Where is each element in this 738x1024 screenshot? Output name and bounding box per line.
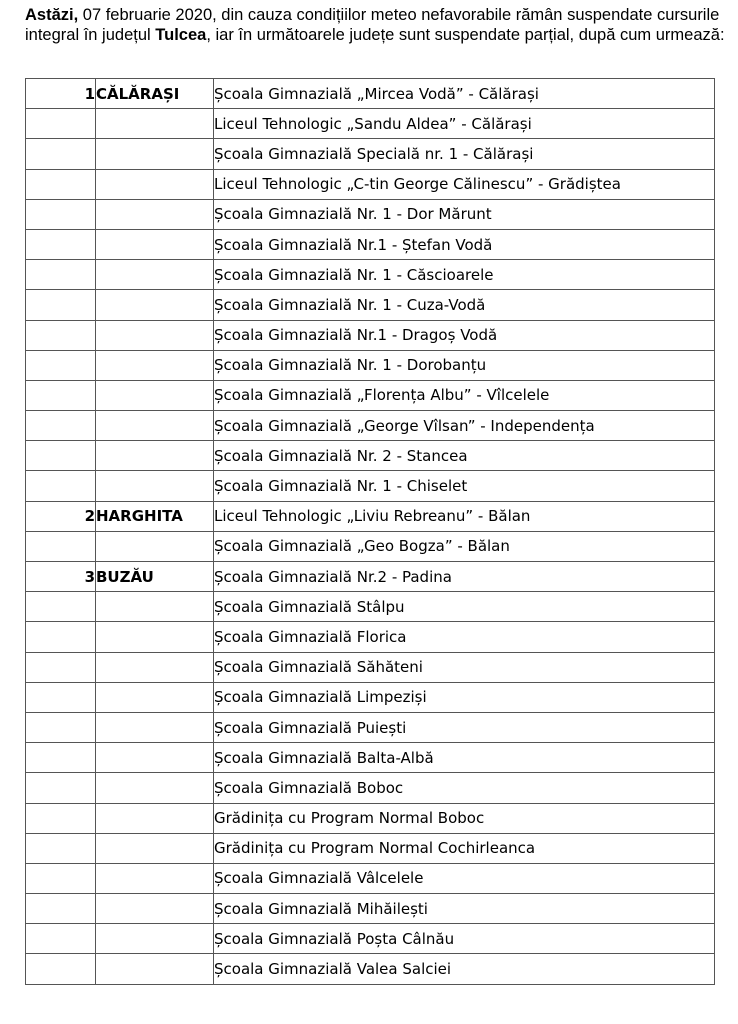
county-name xyxy=(96,229,214,259)
table-row xyxy=(26,350,715,380)
table-row xyxy=(26,803,715,833)
table-row xyxy=(26,592,715,622)
school-name: Școala Gimnazială „Mircea Vodă” - Călărași xyxy=(214,79,715,109)
table-row xyxy=(26,411,715,441)
school-name: Școala Gimnazială „George Vîlsan” - Independența xyxy=(214,411,715,441)
row-number xyxy=(26,229,96,259)
school-name: Școala Gimnazială Balta-Albă xyxy=(214,743,715,773)
county-name xyxy=(96,833,214,863)
school-name: Școala Gimnazială Nr.2 - Padina xyxy=(214,562,715,592)
row-number xyxy=(26,863,96,893)
county-name xyxy=(96,380,214,410)
county-name xyxy=(96,441,214,471)
county-name xyxy=(96,531,214,561)
school-name: Liceul Tehnologic „C-tin George Călinescu” - Grădiștea xyxy=(214,169,715,199)
county-name xyxy=(96,471,214,501)
county-name xyxy=(96,411,214,441)
table-row xyxy=(26,169,715,199)
county-name xyxy=(96,803,214,833)
county-name xyxy=(96,260,214,290)
county-name: CĂLĂRAȘI xyxy=(96,79,214,109)
table-row xyxy=(26,260,715,290)
county-name xyxy=(96,169,214,199)
row-number xyxy=(26,592,96,622)
row-number xyxy=(26,833,96,863)
table-row xyxy=(26,320,715,350)
county-name xyxy=(96,290,214,320)
table-row xyxy=(26,139,715,169)
school-name: Școala Gimnazială Vâlcelele xyxy=(214,863,715,893)
county-name xyxy=(96,652,214,682)
school-name: Școala Gimnazială Săhăteni xyxy=(214,652,715,682)
school-name: Școala Gimnazială Florica xyxy=(214,622,715,652)
table-row xyxy=(26,863,715,893)
table-row xyxy=(26,682,715,712)
table-row xyxy=(26,773,715,803)
table-row xyxy=(26,924,715,954)
county-name xyxy=(96,954,214,984)
table-row xyxy=(26,501,715,531)
county-name: BUZĂU xyxy=(96,562,214,592)
table-row xyxy=(26,652,715,682)
row-number xyxy=(26,531,96,561)
table-row xyxy=(26,79,715,109)
county-name xyxy=(96,320,214,350)
school-name: Școala Gimnazială Mihăilești xyxy=(214,894,715,924)
row-number xyxy=(26,441,96,471)
row-number: 3 xyxy=(26,562,96,592)
school-name: Școala Gimnazială Nr. 1 - Cuza-Vodă xyxy=(214,290,715,320)
intro-text-part-1: 07 februarie 2020, din cauza condițiilor meteo nefavorabile rămân suspendate cursurile integral în județul xyxy=(25,6,720,44)
table-row xyxy=(26,441,715,471)
county-name xyxy=(96,924,214,954)
table-row xyxy=(26,471,715,501)
row-number xyxy=(26,139,96,169)
school-name: Școala Gimnazială Limpeziși xyxy=(214,682,715,712)
intro-county-tulcea: Tulcea xyxy=(155,26,207,44)
table-row xyxy=(26,622,715,652)
school-name: Școala Gimnazială Stâlpu xyxy=(214,592,715,622)
row-number xyxy=(26,169,96,199)
school-name: Școala Gimnazială Poșta Câlnău xyxy=(214,924,715,954)
row-number xyxy=(26,622,96,652)
row-number xyxy=(26,380,96,410)
school-name: Școala Gimnazială „Geo Bogza” - Bălan xyxy=(214,531,715,561)
table-row xyxy=(26,380,715,410)
intro-paragraph xyxy=(25,5,725,45)
school-name: Școala Gimnazială Nr. 1 - Dor Mărunt xyxy=(214,199,715,229)
row-number xyxy=(26,743,96,773)
school-name: Școala Gimnazială Nr. 2 - Stancea xyxy=(214,441,715,471)
school-name: Școala Gimnazială Valea Salciei xyxy=(214,954,715,984)
suspended-schools-table xyxy=(25,78,715,985)
school-name: Școala Gimnazială Nr.1 - Ștefan Vodă xyxy=(214,229,715,259)
school-name: Școala Gimnazială Nr. 1 - Chiselet xyxy=(214,471,715,501)
school-name: Școala Gimnazială Nr.1 - Dragoș Vodă xyxy=(214,320,715,350)
school-name: Liceul Tehnologic „Liviu Rebreanu” - Bălan xyxy=(214,501,715,531)
county-name xyxy=(96,743,214,773)
row-number: 1 xyxy=(26,79,96,109)
school-name: Școala Gimnazială Boboc xyxy=(214,773,715,803)
row-number xyxy=(26,652,96,682)
county-name: HARGHITA xyxy=(96,501,214,531)
county-name xyxy=(96,773,214,803)
school-name: Școala Gimnazială Nr. 1 - Dorobanțu xyxy=(214,350,715,380)
table-row xyxy=(26,109,715,139)
table-row xyxy=(26,290,715,320)
row-number: 2 xyxy=(26,501,96,531)
county-name xyxy=(96,109,214,139)
table-row xyxy=(26,833,715,863)
county-name xyxy=(96,592,214,622)
county-name xyxy=(96,863,214,893)
table-row xyxy=(26,562,715,592)
row-number xyxy=(26,894,96,924)
row-number xyxy=(26,199,96,229)
row-number xyxy=(26,924,96,954)
county-name xyxy=(96,139,214,169)
row-number xyxy=(26,682,96,712)
table-row xyxy=(26,894,715,924)
row-number xyxy=(26,411,96,441)
table-row xyxy=(26,712,715,742)
county-name xyxy=(96,712,214,742)
row-number xyxy=(26,320,96,350)
table-row xyxy=(26,743,715,773)
intro-text-part-2: , iar în următoarele județe sunt suspendate parțial, după cum urmează: xyxy=(206,26,725,44)
school-name: Școala Gimnazială „Florența Albu” - Vîlcelele xyxy=(214,380,715,410)
row-number xyxy=(26,954,96,984)
county-name xyxy=(96,199,214,229)
school-name: Școala Gimnazială Puiești xyxy=(214,712,715,742)
school-name: Școala Gimnazială Nr. 1 - Căscioarele xyxy=(214,260,715,290)
table-row xyxy=(26,954,715,984)
row-number xyxy=(26,109,96,139)
row-number xyxy=(26,471,96,501)
county-name xyxy=(96,682,214,712)
row-number xyxy=(26,773,96,803)
school-name: Școala Gimnazială Specială nr. 1 - Călărași xyxy=(214,139,715,169)
row-number xyxy=(26,712,96,742)
table-row xyxy=(26,199,715,229)
intro-date: Astăzi, xyxy=(25,6,79,24)
table-body xyxy=(26,79,715,985)
row-number xyxy=(26,260,96,290)
county-name xyxy=(96,350,214,380)
county-name xyxy=(96,894,214,924)
school-name: Liceul Tehnologic „Sandu Aldea” - Călărași xyxy=(214,109,715,139)
school-name: Grădinița cu Program Normal Boboc xyxy=(214,803,715,833)
row-number xyxy=(26,803,96,833)
row-number xyxy=(26,350,96,380)
school-name: Grădinița cu Program Normal Cochirleanca xyxy=(214,833,715,863)
county-name xyxy=(96,622,214,652)
row-number xyxy=(26,290,96,320)
table-row xyxy=(26,229,715,259)
table-row xyxy=(26,531,715,561)
